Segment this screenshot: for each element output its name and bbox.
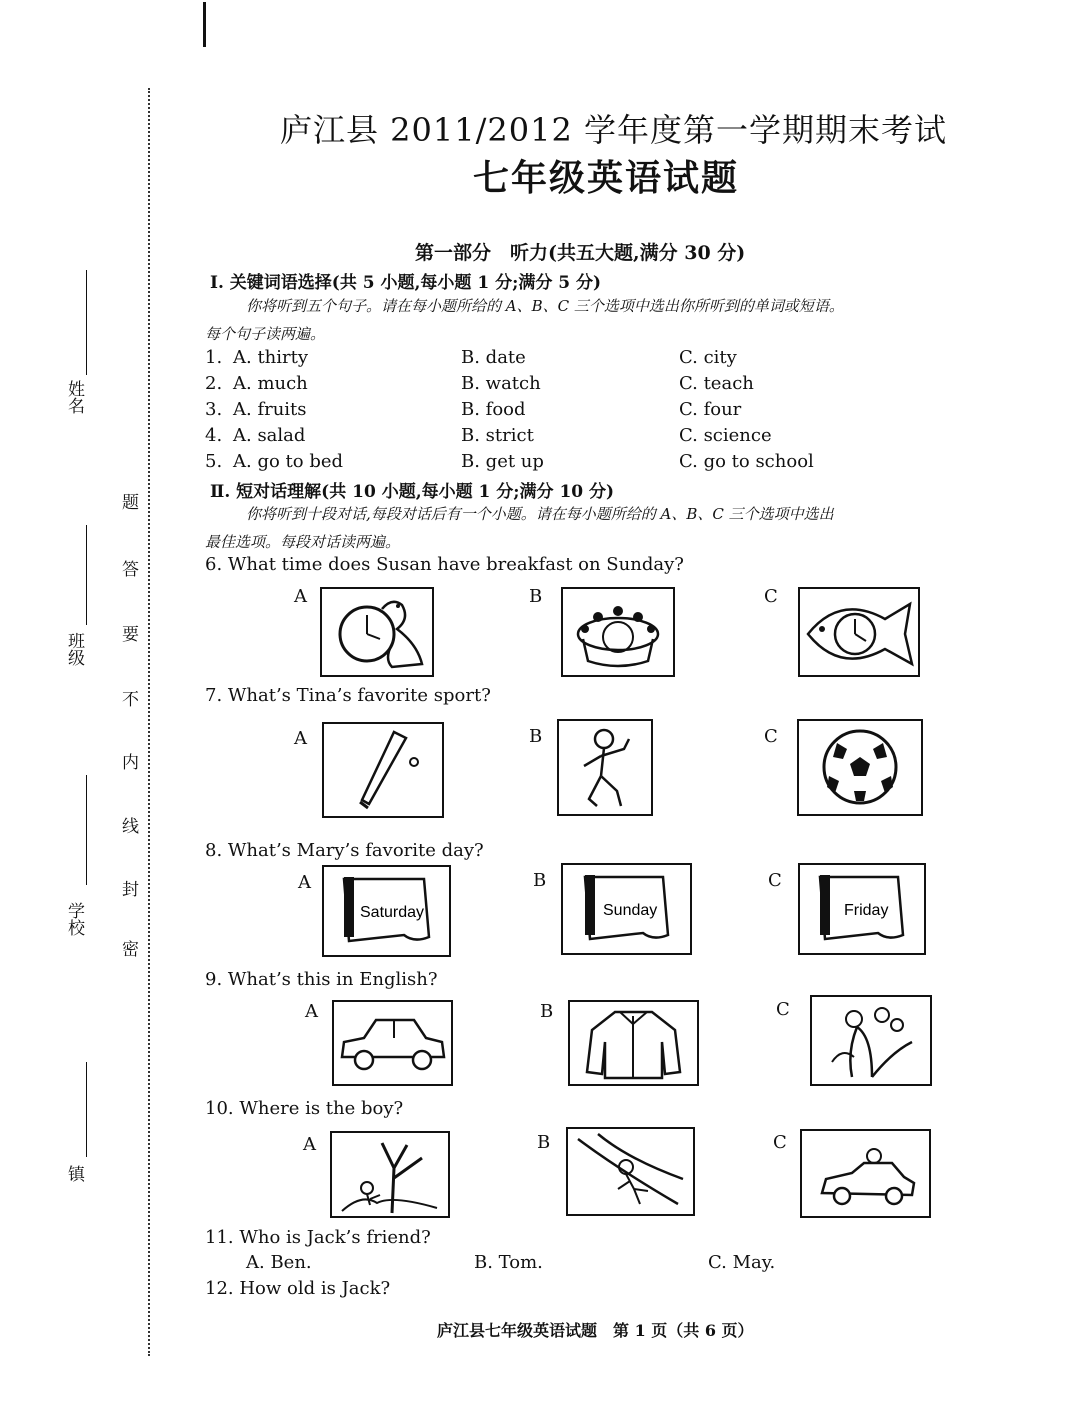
option-c: C. city — [679, 347, 737, 368]
option-b: B. date — [461, 347, 526, 368]
exam-title: 庐江县 2011/2012 学年度第一学期期末考试 — [280, 111, 948, 149]
option-b: B. strict — [461, 425, 534, 446]
option-a: A. go to bed — [233, 451, 344, 472]
name-label: 姓名 — [64, 380, 84, 414]
clock-duck-icon — [320, 587, 434, 677]
clock-fish-icon — [798, 587, 920, 677]
question-7: 7. What’s Tina’s favorite sport? — [205, 685, 491, 706]
flower-icon — [810, 995, 932, 1086]
choice-label-c: C — [764, 726, 778, 747]
item-number: 2. — [205, 373, 223, 394]
option-b: B. get up — [461, 451, 544, 472]
name-underline — [86, 270, 87, 375]
question-9: 9. What’s this in English? — [205, 969, 438, 990]
option-b: B. food — [461, 399, 526, 420]
option-c: C. science — [679, 425, 772, 446]
option-c: C. teach — [679, 373, 754, 394]
seal-char: 题 — [122, 493, 139, 513]
choice-label-c: C — [768, 870, 782, 891]
choice-label-b: B — [537, 1132, 551, 1153]
tree-scene-icon — [330, 1131, 450, 1218]
choice-label-b: B — [529, 586, 543, 607]
car-icon — [332, 1000, 453, 1086]
item-number: 1. — [205, 347, 223, 368]
choice-label-a: A — [303, 1134, 316, 1155]
choice-label-a: A — [305, 1001, 318, 1022]
calendar-day-a: Saturday — [360, 904, 425, 921]
calendar-day-c: Friday — [844, 902, 889, 919]
seal-char: 答 — [122, 560, 139, 580]
calendar-icon — [561, 863, 692, 955]
town-underline — [86, 1062, 87, 1157]
option-c: C. go to school — [679, 451, 814, 472]
option-a: A. fruits — [233, 399, 307, 420]
choice-label-b: B — [529, 726, 543, 747]
question-11: 11. Who is Jack’s friend? — [205, 1227, 431, 1248]
seal-char: 内 — [122, 753, 139, 773]
boy-in-car-icon — [800, 1129, 931, 1218]
question-10: 10. Where is the boy? — [205, 1098, 404, 1119]
choice-label-b: B — [540, 1001, 554, 1022]
section1-title: Ⅰ. 关键词语选择(共 5 小题,每小题 1 分;满分 5 分) — [210, 273, 602, 293]
option-a: A. much — [233, 373, 308, 394]
option-c: C. four — [679, 399, 742, 420]
option-a: A. thirty — [233, 347, 309, 368]
school-underline — [86, 775, 87, 885]
binding-dotted-line — [148, 88, 150, 1356]
seal-char: 密 — [122, 940, 139, 960]
q11-option-c: C. May. — [708, 1252, 776, 1273]
choice-label-c: C — [773, 1132, 787, 1153]
q11-option-b: B. Tom. — [474, 1252, 543, 1273]
choice-label-b: B — [533, 870, 547, 891]
question-8: 8. What’s Mary’s favorite day? — [205, 840, 484, 861]
section1-instruction-cont: 每个句子读两遍。 — [205, 325, 326, 343]
section2-title: Ⅱ. 短对话理解(共 10 小题,每小题 1 分;满分 10 分) — [210, 482, 615, 502]
baseball-bat-icon — [322, 722, 444, 818]
runner-icon — [557, 719, 653, 816]
calendar-day-b: Sunday — [603, 902, 658, 919]
question-6: 6. What time does Susan have breakfast on Sunday? — [205, 554, 684, 575]
seal-char: 不 — [122, 690, 139, 710]
section1-instruction: 你将听到五个句子。请在每小题所给的 A、B、C 三个选项中选出你所听到的单词或短语。 — [246, 297, 844, 315]
section2-instruction: 你将听到十段对话,每段对话后有一个小题。请在每小题所给的 A、B、C 三个选项中选出 — [246, 505, 834, 523]
clock-cake-icon — [561, 587, 675, 677]
class-label: 班级 — [64, 632, 84, 666]
option-b: B. watch — [461, 373, 541, 394]
section2-instruction-cont: 最佳选项。每段对话读两遍。 — [205, 533, 401, 551]
choice-label-c: C — [776, 999, 790, 1020]
item-number: 4. — [205, 425, 223, 446]
question-12: 12. How old is Jack? — [205, 1278, 391, 1299]
calendar-icon — [322, 865, 451, 957]
class-underline — [86, 525, 87, 625]
exam-subtitle: 七年级英语试题 — [473, 157, 740, 199]
item-number: 3. — [205, 399, 223, 420]
choice-label-a: A — [298, 872, 311, 893]
boy-climbing-icon — [566, 1127, 695, 1216]
jacket-icon — [568, 1000, 699, 1086]
calendar-icon — [798, 863, 926, 955]
seal-char: 线 — [122, 817, 139, 837]
part-heading: 第一部分 听力(共五大题,满分 30 分) — [415, 242, 746, 264]
school-label: 学校 — [64, 902, 84, 936]
option-a: A. salad — [233, 425, 306, 446]
seal-char: 封 — [122, 880, 139, 900]
item-number: 5. — [205, 451, 223, 472]
soccer-ball-icon — [797, 719, 923, 816]
margin-mark — [203, 2, 206, 47]
town-label: 镇 — [64, 1165, 84, 1182]
seal-char: 要 — [122, 625, 139, 645]
page-footer: 庐江县七年级英语试题 第 1 页（共 6 页） — [437, 1321, 754, 1340]
choice-label-a: A — [294, 728, 307, 749]
choice-label-a: A — [294, 586, 307, 607]
q11-option-a: A. Ben. — [246, 1252, 312, 1273]
choice-label-c: C — [764, 586, 778, 607]
